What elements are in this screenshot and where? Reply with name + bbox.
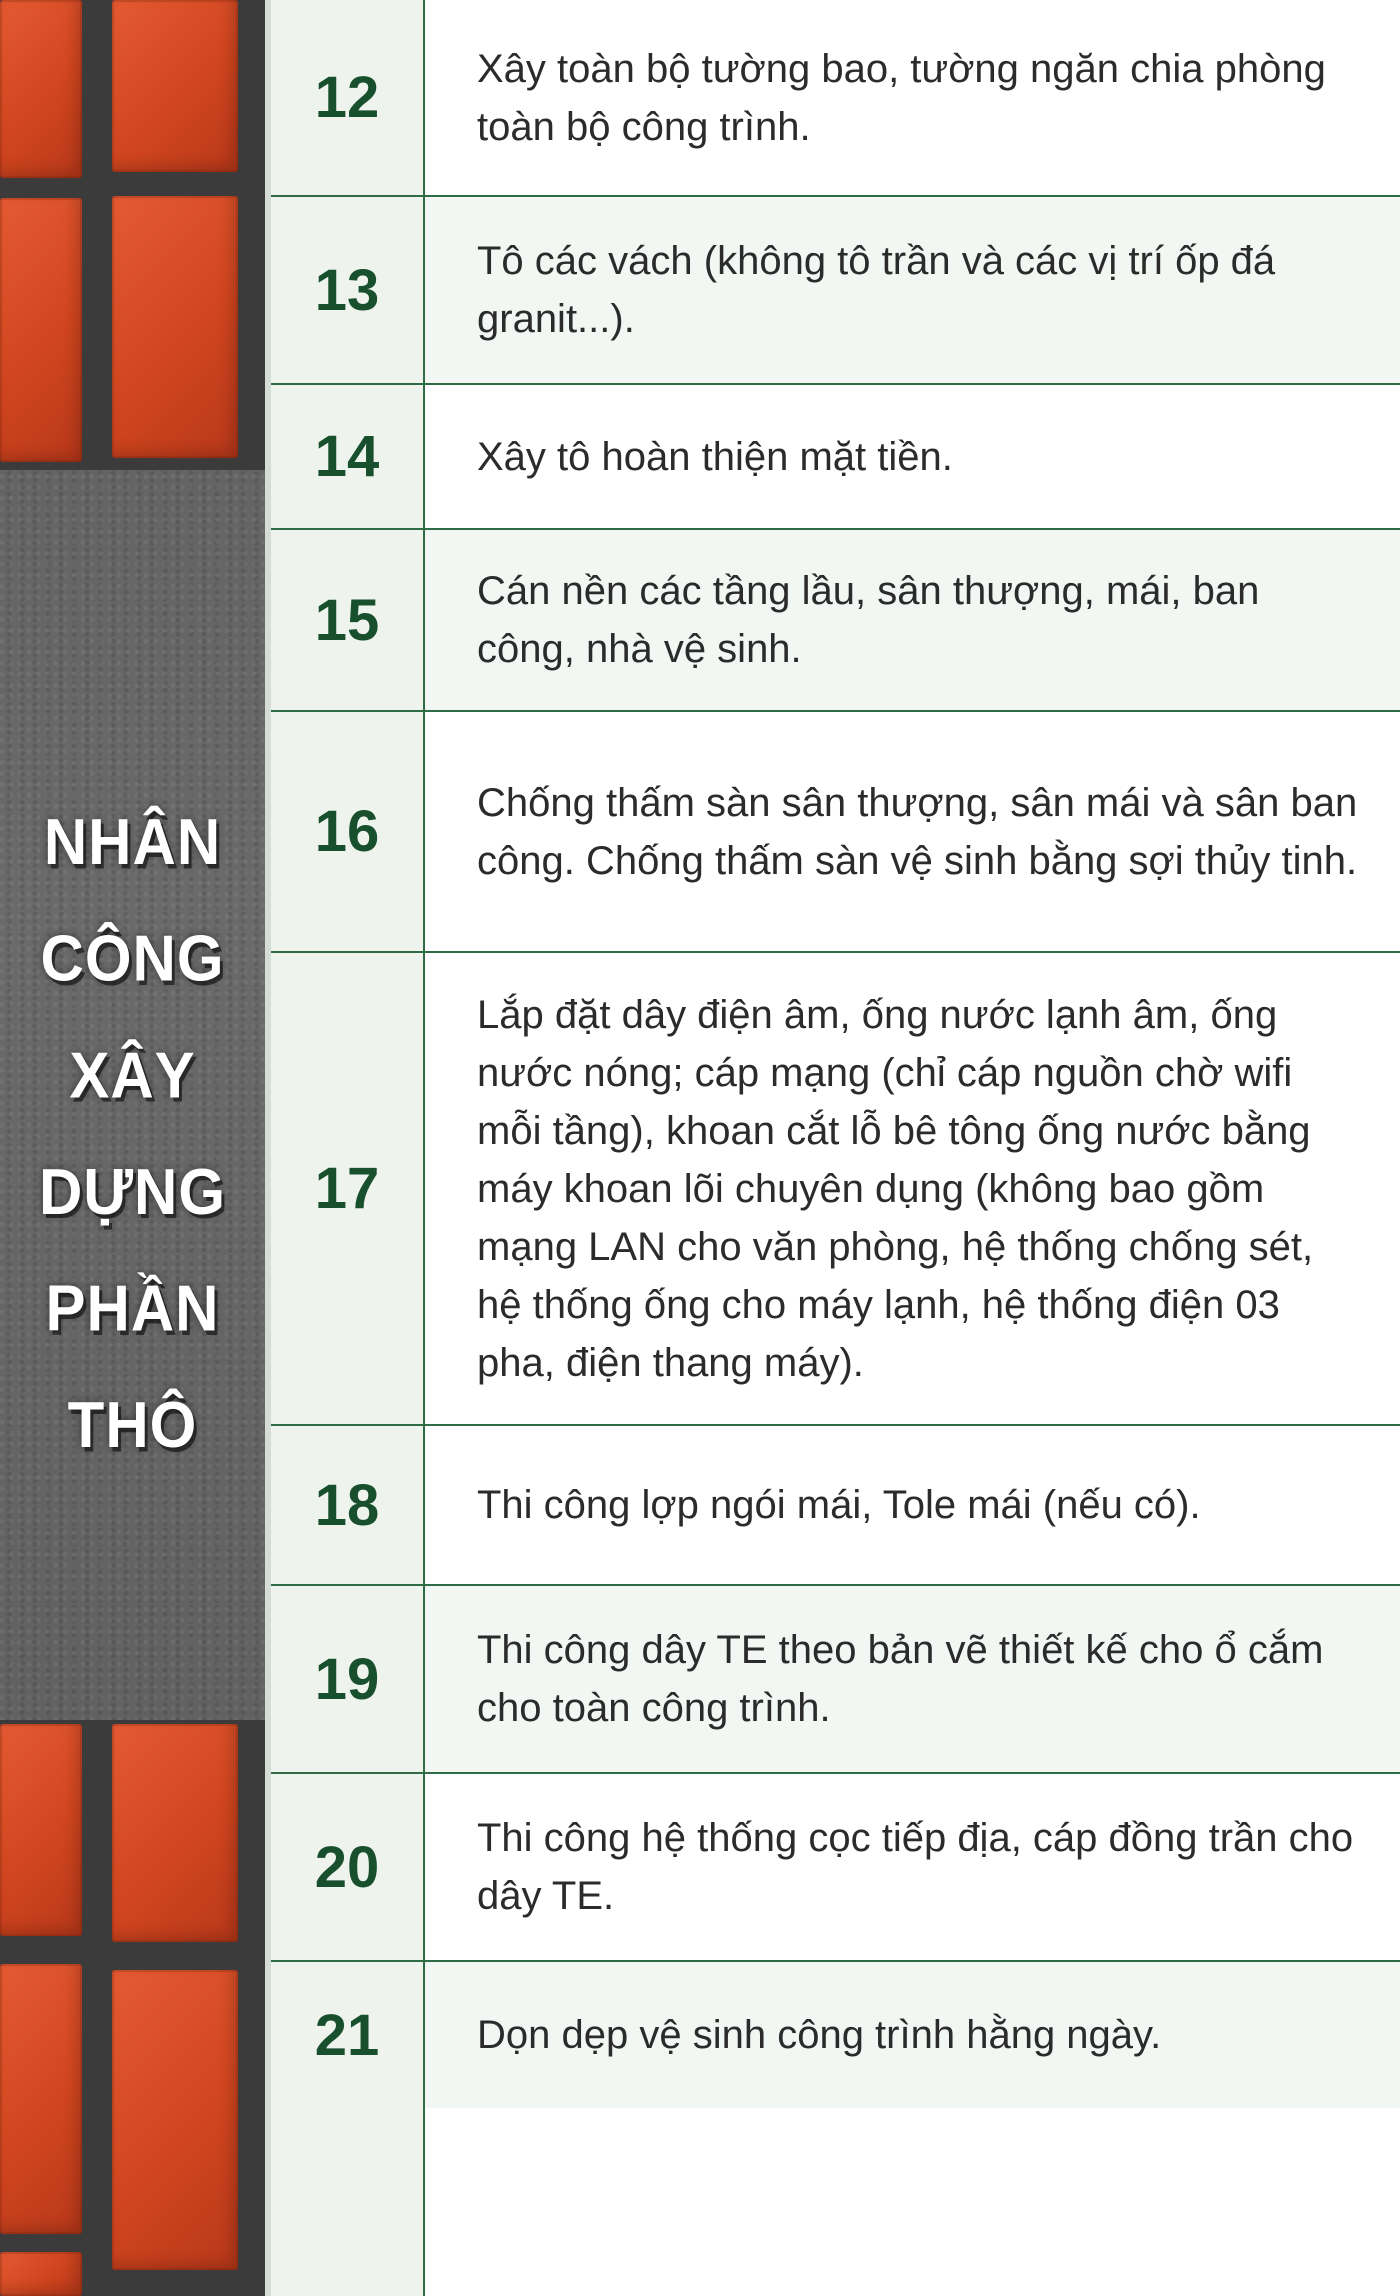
brick (0, 198, 82, 462)
row-description: Lắp đặt dây điện âm, ống nước lạnh âm, ống nước nóng; cáp mạng (chỉ cáp nguồn chờ wifi mỗi tầng), khoan cắt lỗ bê tông ống nước bằng máy khoan lõi chuyên dụng (không bao gồm mạng LAN cho văn phòng, hệ thống chống sét, hệ thống ống cho máy lạnh, hệ thống điện 03 pha, điện thang máy). (477, 992, 1314, 1385)
table-row (271, 197, 1400, 385)
brick (0, 2252, 82, 2296)
empty-description-cell (425, 2108, 1400, 2296)
table-row (271, 385, 1400, 530)
row-description: Xây tô hoàn thiện mặt tiền. (477, 434, 953, 479)
row-number: 12 (271, 0, 425, 195)
table-row (271, 0, 1400, 197)
row-number: 17 (271, 953, 425, 1424)
row-number: 15 (271, 530, 425, 710)
row-description: Chống thấm sàn sân thượng, sân mái và sân ban công. Chống thấm sàn vệ sinh bằng sợi thủy tinh. (477, 780, 1358, 883)
row-description: Tô các vách (không tô trần và các vị trí ốp đá granit...). (425, 197, 1400, 383)
section-title-line: XÂY (69, 1038, 196, 1112)
brick (112, 1970, 238, 2270)
brick (0, 1724, 82, 1936)
table-row (271, 1774, 1400, 1962)
table-row (271, 1426, 1400, 1586)
row-number: 16 (271, 712, 425, 951)
row-description: Cán nền các tầng lầu, sân thượng, mái, ban công, nhà vệ sinh. (425, 530, 1400, 710)
table-row (271, 1962, 1400, 2108)
row-number: 19 (271, 1586, 425, 1772)
row-number: 14 (271, 385, 425, 528)
decorative-brick-wall (0, 0, 265, 2296)
table-row (271, 1586, 1400, 1774)
row-description: Xây toàn bộ tường bao, tường ngăn chia phòng toàn bộ công trình. (477, 46, 1326, 149)
row-description: Dọn dẹp vệ sinh công trình hằng ngày. (425, 1962, 1400, 2108)
table-row (271, 712, 1400, 953)
section-title-line: DỰNG (38, 1155, 227, 1228)
brick (112, 196, 238, 458)
work-items-table (271, 0, 1400, 2296)
table-row (271, 953, 1400, 1426)
brick (0, 1964, 82, 2234)
table-row (271, 530, 1400, 712)
brick (0, 0, 82, 178)
row-number: 13 (271, 197, 425, 383)
row-description: Thi công dây TE theo bản vẽ thiết kế cho ổ cắm cho toàn công trình. (425, 1586, 1400, 1772)
section-title-line: CÔNG (40, 922, 225, 995)
section-title (0, 784, 265, 1484)
section-title-line: PHẦN (45, 1272, 220, 1345)
empty-number-cell (271, 2108, 425, 2296)
section-title-line: NHÂN (43, 805, 222, 879)
brick (112, 0, 238, 172)
table-empty-space (271, 2108, 1400, 2296)
brick (112, 1724, 238, 1942)
row-number: 21 (271, 1962, 425, 2108)
row-description: Thi công hệ thống cọc tiếp địa, cáp đồng trần cho dây TE. (477, 1816, 1354, 1918)
row-number: 20 (271, 1774, 425, 1960)
row-description: Thi công lợp ngói mái, Tole mái (nếu có). (477, 1483, 1201, 1527)
row-number: 18 (271, 1426, 425, 1584)
section-title-line: THÔ (67, 1388, 198, 1462)
